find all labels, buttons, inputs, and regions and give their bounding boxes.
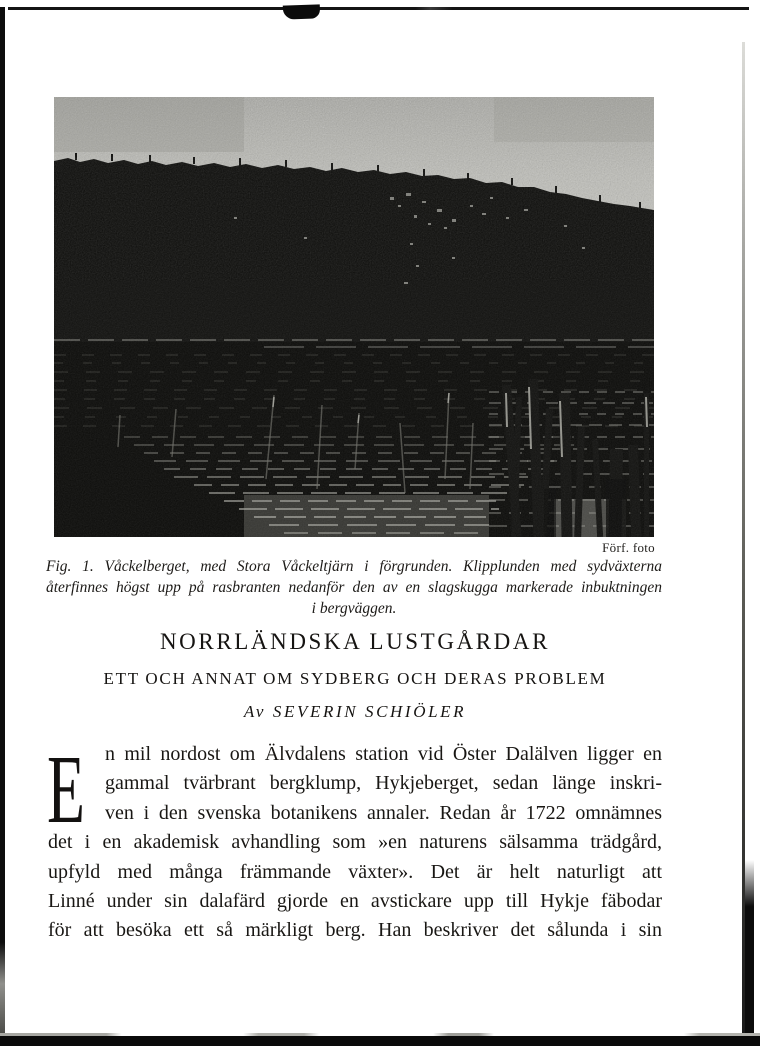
landscape-photo-illustration [54, 97, 654, 537]
scan-artifact-top-line [8, 7, 749, 10]
body-paragraph [47, 736, 662, 946]
body-line: Linné under sin dalafärd gjorde en avstickare upp till Hykje fäbodar [48, 890, 662, 913]
body-line: för att besöka ett så märkligt berg. Han beskriver det sålunda i sin [48, 919, 662, 942]
scan-artifact-left-edge [0, 7, 5, 1046]
drop-cap-spacer [48, 740, 105, 828]
drop-cap-initial: E [47, 736, 85, 843]
article-byline: Av SEVERIN SCHIÖLER [243, 702, 467, 721]
scan-artifact-bottom-edge [0, 1036, 760, 1046]
body-line: gammal tvärbrant bergklump, Hykjeberget, sedan länge inskri- [105, 772, 662, 795]
article-title: NORRLÄNDSKA LUSTGÅRDAR [159, 629, 551, 654]
scan-artifact-top-blob [283, 4, 320, 19]
body-line: det i en akademisk avhandling som »en naturens sälsamma trädgård, [48, 831, 662, 854]
photo-credit: Förf. foto [602, 540, 655, 555]
body-line: n mil nordost om Älvdalens station vid Öster Dalälven ligger en [105, 743, 662, 765]
scan-artifact-right-edge-bottom [745, 860, 754, 1046]
body-line: upfyld med många främmande växter». Det är helt naturligt att [48, 860, 662, 883]
figure-caption [46, 556, 662, 619]
article-subtitle: ETT OCH ANNAT OM SYDBERG OCH DERAS PROBLEM [103, 669, 607, 688]
body-line: ven i den svenska botanikens annaler. Redan år 1722 omnämnes [105, 801, 662, 824]
figure-photo-vackelberget [54, 97, 654, 537]
figure-caption-line: Fig. 1. Våckelberget, med Stora Våckeltjärn i förgrunden. Klipplunden med sydväxterna [46, 558, 662, 575]
figure-caption-line: i bergväggen. [311, 600, 397, 617]
figure-caption-line: återfinnes högst upp på rasbranten nedanför den av en slagskugga markerade inbuktningen [46, 579, 662, 596]
